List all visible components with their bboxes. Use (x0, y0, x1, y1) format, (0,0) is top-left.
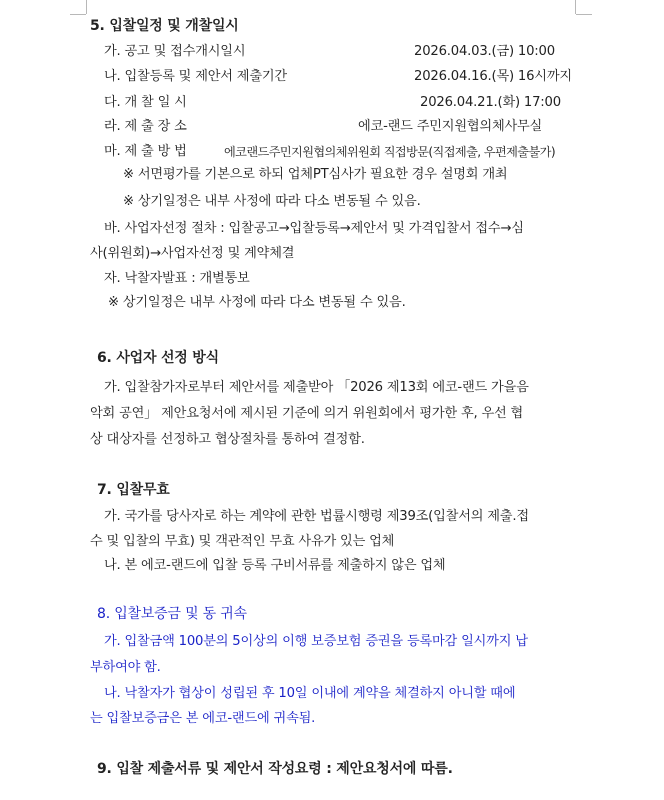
schedule-label-opening: 다. 개 찰 일 시 (104, 95, 187, 110)
schedule-value-opening: 2026.04.21.(화) 17:00 (420, 95, 561, 110)
section8-line2: 부하여야 함. (90, 660, 161, 675)
section7-line3: 나. 본 에코-랜드에 입찰 등록 구비서류를 제출하지 않은 업체 (104, 558, 446, 573)
selection-process-line1: 바. 사업자선정 절차 : 입찰공고→입찰등록→제안서 및 가격입찰서 접수→심 (104, 221, 524, 236)
crop-mark-left-horizontal (70, 14, 86, 15)
section7-title: 7. 입찰무효 (97, 482, 170, 498)
schedule-value-place: 에코-랜드 주민지원협의체사무실 (358, 119, 543, 134)
winner-notice: 자. 낙찰자발표 : 개별통보 (104, 271, 250, 286)
section6-line2: 악회 공연」 제안요청서에 제시된 기준에 의거 위원회에서 평가한 후, 우선 협 (90, 406, 524, 421)
section6-line3: 상 대상자를 선정하고 협상절차를 통하여 결정함. (90, 432, 365, 447)
schedule-label-place: 라. 제 출 장 소 (104, 119, 187, 134)
note-pt-review: ※ 서면평가를 기본으로 하되 업체PT심사가 필요한 경우 설명회 개최 (123, 167, 508, 182)
schedule-value-announce: 2026.04.03.(금) 10:00 (414, 44, 555, 59)
section8-line1: 가. 입찰금액 100분의 5이상의 이행 보증보험 증권을 등록마감 일시까지 납 (104, 634, 528, 649)
crop-mark-left-vertical (86, 0, 87, 14)
crop-mark-right-horizontal (576, 14, 592, 15)
section8-line3: 나. 낙찰자가 협상이 성립된 후 10일 이내에 계약을 체결하지 아니할 때에 (104, 686, 516, 701)
section8-title: 8. 입찰보증금 및 동 귀속 (97, 606, 247, 622)
schedule-label-registration: 나. 입찰등록 및 제안서 제출기간 (104, 69, 287, 84)
section6-line1: 가. 입찰참가자로부터 제안서를 제출받아 「2026 제13회 에코-랜드 가을음 (104, 380, 529, 395)
schedule-value-registration: 2026.04.16.(목) 16시까지 (414, 69, 572, 84)
section6-title: 6. 사업자 선정 방식 (97, 350, 219, 366)
section7-line1: 가. 국가를 당사자로 하는 계약에 관한 법률시행령 제39조(입찰서의 제출.접 (104, 509, 529, 524)
schedule-value-method: 에코랜드주민지원협의체위원회 직접방문(직접제출, 우편제출불가) (224, 145, 555, 159)
selection-process-line2: 사(위원회)→사업자선정 및 계약체결 (90, 246, 295, 261)
crop-mark-right-vertical (575, 0, 576, 14)
section5-title: 5. 입찰일정 및 개찰일시 (90, 18, 239, 34)
note-schedule-change-2: ※ 상기일정은 내부 사정에 따라 다소 변동될 수 있음. (108, 295, 406, 310)
schedule-label-method: 마. 제 출 방 법 (104, 144, 187, 159)
note-schedule-change-1: ※ 상기일정은 내부 사정에 따라 다소 변동될 수 있음. (123, 194, 421, 209)
section8-line4: 는 입찰보증금은 본 에코-랜드에 귀속됨. (90, 711, 316, 726)
section9-title: 9. 입찰 제출서류 및 제안서 작성요령 : 제안요청서에 따름. (97, 761, 453, 777)
schedule-label-announce: 가. 공고 및 접수개시일시 (104, 44, 246, 59)
section7-line2: 수 및 입찰의 무효) 및 객관적인 무효 사유가 있는 업체 (90, 534, 395, 549)
